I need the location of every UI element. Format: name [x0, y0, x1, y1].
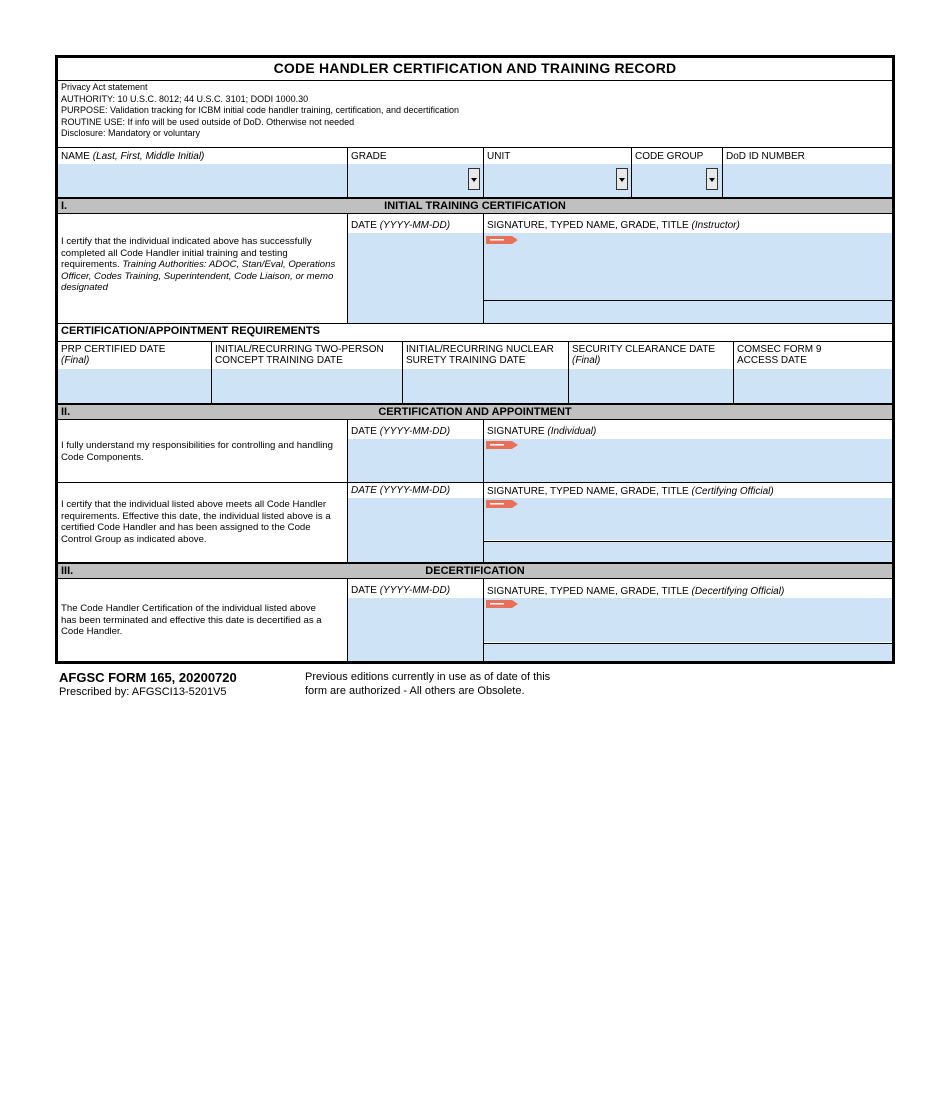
security-clearance-date-input[interactable]: [569, 369, 733, 403]
section-1-date-label: DATE (YYYY-MM-DD): [351, 220, 451, 231]
section-1-header: [58, 197, 892, 214]
instructor-typed-name-input[interactable]: [484, 301, 892, 323]
security-clearance-label: SECURITY CLEARANCE DATE (Final): [572, 344, 715, 366]
section-3-header: [58, 562, 892, 579]
comsec-date-input[interactable]: [734, 369, 892, 403]
unit-label: UNIT: [487, 151, 511, 162]
chevron-down-icon[interactable]: [706, 168, 718, 190]
sign-here-tag-icon[interactable]: [486, 500, 518, 508]
section-3-statement: The Code Handler Certification of the individual listed above has been terminated and effective this date is decertified as a Code Handler.: [61, 603, 322, 638]
privacy-disclosure: Disclosure: Mandatory or voluntary: [61, 128, 201, 139]
certifying-signature-field[interactable]: [484, 498, 892, 540]
cert-requirements-heading: CERTIFICATION/APPOINTMENT REQUIREMENTS: [61, 325, 320, 337]
dod-id-label: DoD ID NUMBER: [726, 151, 805, 162]
individual-date-input[interactable]: [348, 439, 483, 482]
decertifying-signature-field[interactable]: [484, 598, 892, 642]
grade-select[interactable]: [348, 164, 483, 197]
individual-signature-label: SIGNATURE (Individual): [487, 426, 597, 437]
section-2-title: CERTIFICATION AND APPOINTMENT: [378, 406, 572, 418]
section-2-number: II.: [61, 406, 71, 418]
section-1-date-input[interactable]: [348, 233, 483, 323]
two-person-date-input[interactable]: [212, 369, 402, 403]
editions-note: Previous editions currently in use as of date of this form are authorized - All others are Obsolete.: [305, 671, 551, 697]
certifying-date-label: DATE (YYYY-MM-DD): [351, 485, 451, 496]
section-1-number: I.: [61, 200, 68, 212]
section-3-date-label: DATE (YYYY-MM-DD): [351, 585, 451, 596]
privacy-authority: AUTHORITY: 10 U.S.C. 8012; 44 U.S.C. 3101; DODI 1000.30: [61, 93, 309, 104]
nuclear-surety-label: INITIAL/RECURRING NUCLEAR SURETY TRAINING DATE: [406, 344, 554, 366]
certifying-typed-name-input[interactable]: [484, 542, 892, 562]
sign-here-tag-icon[interactable]: [486, 600, 518, 608]
chevron-down-icon[interactable]: [616, 168, 628, 190]
unit-select[interactable]: [484, 164, 631, 197]
section-2-date-label: DATE (YYYY-MM-DD): [351, 426, 451, 437]
section-1-title: INITIAL TRAINING CERTIFICATION: [384, 200, 566, 212]
decertification-date-input[interactable]: [348, 598, 483, 661]
section-2-header: [58, 403, 892, 420]
form-frame: [55, 55, 895, 664]
dod-id-input[interactable]: [723, 164, 892, 197]
decertifying-typed-name-input[interactable]: [484, 644, 892, 661]
sign-here-tag-icon[interactable]: [486, 236, 518, 244]
privacy-purpose: PURPOSE: Validation tracking for ICBM initial code handler training, certification, and decertification: [61, 105, 460, 116]
section-1-signature-label: SIGNATURE, TYPED NAME, GRADE, TITLE (Instructor): [487, 220, 740, 231]
name-label: NAME (Last, First, Middle Initial): [61, 151, 205, 162]
two-person-label: INITIAL/RECURRING TWO-PERSON CONCEPT TRAINING DATE: [215, 344, 384, 366]
comsec-label: COMSEC FORM 9 ACCESS DATE: [737, 344, 822, 366]
decertifying-signature-label: SIGNATURE, TYPED NAME, GRADE, TITLE (Decertifying Official): [487, 586, 785, 597]
prp-label: PRP CERTIFIED DATE (Final): [61, 344, 166, 366]
grade-label: GRADE: [351, 151, 387, 162]
form-number: AFGSC FORM 165, 20200720: [59, 670, 237, 685]
certifying-date-input[interactable]: [348, 498, 483, 562]
instructor-signature-field[interactable]: [484, 233, 892, 300]
form-title: CODE HANDLER CERTIFICATION AND TRAINING RECORD: [273, 60, 677, 76]
section-2-statement-individual: I fully understand my responsibilities for controlling and handling Code Components.: [61, 440, 333, 463]
code-group-label: CODE GROUP: [635, 151, 704, 162]
individual-signature-field[interactable]: [484, 439, 892, 482]
name-input[interactable]: [58, 164, 347, 197]
prescribed-by: Prescribed by: AFGSCI13-5201V5: [59, 686, 227, 698]
privacy-heading: Privacy Act statement: [61, 82, 148, 92]
section-3-title: DECERTIFICATION: [425, 565, 525, 577]
section-2-statement-certifying: I certify that the individual listed above meets all Code Handler requirements. Effective this date, the individual listed above is a certified Code Handler and has been assigned to the Code Control Group as indicated above.: [61, 499, 331, 545]
section-1-statement: I certify that the individual indicated above has successfully completed all Code Handler initial training and testing requirements. Training Authorities: ADOC, Stan/Eval, Operations Officer, Codes Training, Superintendent, Code Liaison, or memo designated: [61, 236, 336, 294]
privacy-routine-use: ROUTINE USE: If info will be used outside of DoD. Otherwise not needed: [61, 116, 355, 127]
privacy-act-statement: [61, 82, 459, 140]
sign-here-tag-icon[interactable]: [486, 441, 518, 449]
section-3-number: III.: [61, 565, 74, 577]
certifying-signature-label: SIGNATURE, TYPED NAME, GRADE, TITLE (Certifying Official): [487, 486, 774, 497]
nuclear-surety-date-input[interactable]: [403, 369, 568, 403]
chevron-down-icon[interactable]: [468, 168, 480, 190]
prp-date-input[interactable]: [58, 369, 211, 403]
